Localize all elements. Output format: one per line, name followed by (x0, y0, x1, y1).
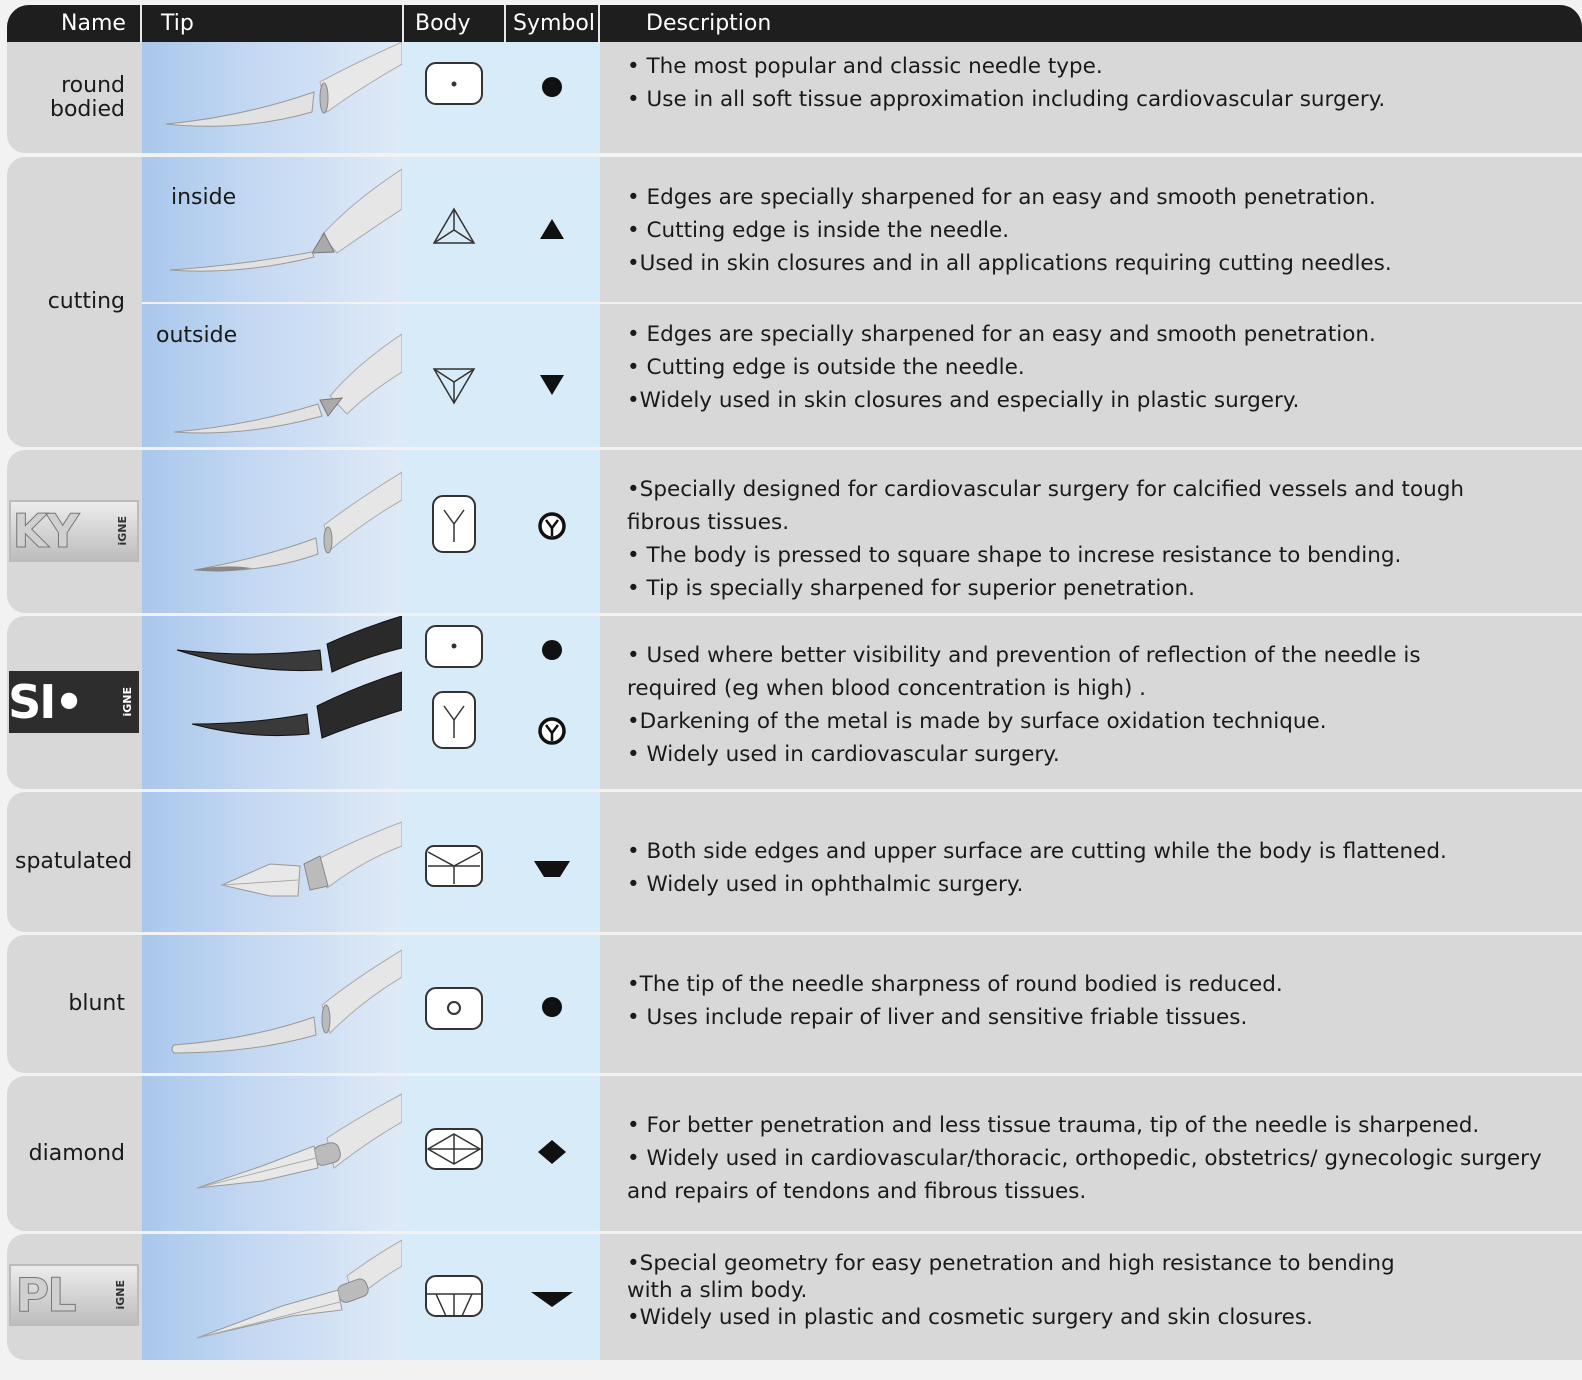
table-row-pl (7, 1234, 1582, 1360)
body-triangle-outside-icon (434, 369, 474, 403)
cutting-outside-label: outside (156, 323, 238, 348)
table-row-blunt (7, 935, 1582, 1073)
header-body: Body (415, 11, 471, 36)
si-logo (9, 671, 139, 733)
body-cell (402, 1076, 600, 1231)
logo-text: PL (15, 1268, 75, 1322)
symbol-trapezoid-icon (534, 861, 570, 877)
tip-cell (142, 42, 402, 153)
tip-cell (142, 792, 402, 932)
needle-round-icon (142, 42, 402, 153)
tip-cell (142, 616, 402, 789)
body-diamond-icon (426, 1129, 482, 1169)
body-si-round-icon (426, 626, 482, 667)
desc-line: • Used where better visibility and prevention of reflection of the needle is (627, 643, 1421, 668)
tip-cell (142, 450, 402, 613)
desc-cell (600, 616, 1582, 789)
desc-line: •The tip of the needle sharpness of round bodied is reduced. (627, 972, 1283, 997)
desc-line: with a slim body. (627, 1278, 808, 1303)
needle-cutting-inside-icon (142, 157, 402, 302)
desc-line: • Widely used in cardiovascular/thoracic, orthopedic, obstetrics/ gynecologic surgery (627, 1146, 1542, 1171)
name-cell (7, 792, 140, 932)
body-cell (402, 616, 600, 789)
logo-text: KY (12, 504, 78, 558)
table-row-round-bodied (7, 42, 1582, 153)
desc-cell (600, 42, 1582, 153)
needle-spatulated-icon (142, 792, 402, 932)
body-blunt-icon (426, 988, 482, 1029)
pl-logo (9, 1264, 139, 1326)
body-ky-icon (433, 496, 475, 552)
needle-blunt-icon (142, 935, 402, 1073)
name-label: blunt (68, 991, 125, 1016)
desc-cell (600, 935, 1582, 1073)
desc-line: •Special geometry for easy penetration and high resistance to bending (627, 1251, 1395, 1276)
body-si-ky-icon (433, 692, 475, 748)
name-cell (7, 42, 140, 153)
symbol-triangle-down-icon (540, 375, 564, 395)
header-tip: Tip (161, 11, 194, 36)
ky-logo (9, 500, 139, 562)
table-row-ky (7, 450, 1582, 613)
needle-diamond-icon (142, 1076, 402, 1231)
needle-pl-icon (142, 1234, 402, 1360)
table-row-spatulated (7, 792, 1582, 932)
logo-brand: iGNE (113, 1280, 127, 1310)
body-cell (402, 792, 600, 932)
desc-line: • Tip is specially sharpened for superior penetration. (627, 576, 1195, 601)
tip-cell (142, 157, 402, 447)
body-spatulated-icon (426, 846, 482, 886)
needle-si-icon (142, 616, 402, 789)
needle-ky-icon (142, 450, 402, 613)
name-label: diamond (28, 1140, 125, 1166)
symbol-dot-icon (542, 997, 562, 1017)
desc-cell (600, 1076, 1582, 1231)
table-row-cutting (7, 157, 1582, 447)
symbol-ky-icon (540, 514, 564, 538)
table-header (7, 5, 1582, 42)
desc-line: •Darkening of the metal is made by surface oxidation technique. (627, 709, 1327, 734)
symbol-ky-icon (540, 719, 564, 743)
name-cell (7, 1076, 140, 1231)
desc-cell (600, 450, 1582, 613)
symbol-triangle-up-icon (540, 219, 564, 239)
name-label: spatulated (15, 849, 133, 874)
desc-line: • Widely used in ophthalmic surgery. (627, 872, 1024, 897)
desc-line: • Edges are specially sharpened for an easy and smooth penetration. (627, 322, 1376, 347)
desc-line: and repairs of tendons and fibrous tissues. (627, 1179, 1087, 1204)
desc-line: • Cutting edge is inside the needle. (627, 218, 1010, 243)
table-row-diamond (7, 1076, 1582, 1231)
name-line1: round (61, 72, 125, 98)
header-description: Description (646, 11, 772, 36)
desc-cell (600, 792, 1582, 932)
desc-line: required (eg when blood concentration is high) . (627, 676, 1147, 701)
logo-text: SI• (8, 675, 82, 729)
header-name: Name (61, 11, 126, 36)
body-pl-icon (426, 1276, 482, 1316)
needle-cutting-outside-icon (142, 304, 402, 447)
desc-line: •Used in skin closures and in all applications requiring cutting needles. (627, 251, 1392, 276)
tip-cell (142, 935, 402, 1073)
symbol-dot-icon (542, 640, 562, 660)
symbol-flat-triangle-icon (531, 1292, 573, 1307)
desc-cell (600, 1234, 1582, 1360)
desc-line: • The most popular and classic needle type. (627, 54, 1103, 79)
table-row-si (7, 616, 1582, 789)
body-cell (402, 42, 600, 153)
needle-types-table (7, 5, 1582, 1375)
name-label: cutting (47, 289, 125, 314)
body-cell (402, 935, 600, 1073)
desc-line: • Both side edges and upper surface are cutting while the body is flattened. (627, 839, 1447, 864)
tip-cell (142, 1234, 402, 1360)
tip-cell (142, 1076, 402, 1231)
desc-line: • The body is pressed to square shape to increse resistance to bending. (627, 543, 1402, 568)
body-cell (402, 157, 600, 447)
desc-cell (600, 157, 1582, 447)
name-cell (7, 1234, 140, 1360)
body-triangle-inside-icon (434, 209, 474, 243)
name-cell (7, 450, 140, 613)
desc-line: • For better penetration and less tissue trauma, tip of the needle is sharpened. (627, 1113, 1480, 1138)
name-cell (7, 616, 140, 789)
logo-brand: iGNE (120, 687, 134, 717)
logo-brand: iGNE (116, 516, 130, 546)
body-cell (402, 1234, 600, 1360)
desc-line: • Widely used in cardiovascular surgery. (627, 742, 1060, 767)
symbol-diamond-icon (538, 1140, 566, 1164)
desc-line: • Edges are specially sharpened for an easy and smooth penetration. (627, 185, 1376, 210)
name-line2: bodied (49, 96, 125, 122)
name-cell (7, 157, 140, 447)
desc-line: • Uses include repair of liver and sensitive friable tissues. (627, 1005, 1248, 1030)
desc-line: •Specially designed for cardiovascular surgery for calcified vessels and tough (627, 477, 1465, 502)
body-cell (402, 450, 600, 613)
desc-line: •Widely used in skin closures and especially in plastic surgery. (627, 388, 1300, 413)
desc-line: •Widely used in plastic and cosmetic surgery and skin closures. (627, 1305, 1313, 1330)
desc-line: • Use in all soft tissue approximation including cardiovascular surgery. (627, 87, 1386, 112)
desc-line: • Cutting edge is outside the needle. (627, 355, 1025, 380)
symbol-dot-icon (542, 77, 562, 97)
name-cell (7, 935, 140, 1073)
desc-line: fibrous tissues. (627, 510, 790, 535)
cutting-inside-label: inside (171, 185, 237, 210)
header-symbol: Symbol (513, 11, 595, 36)
